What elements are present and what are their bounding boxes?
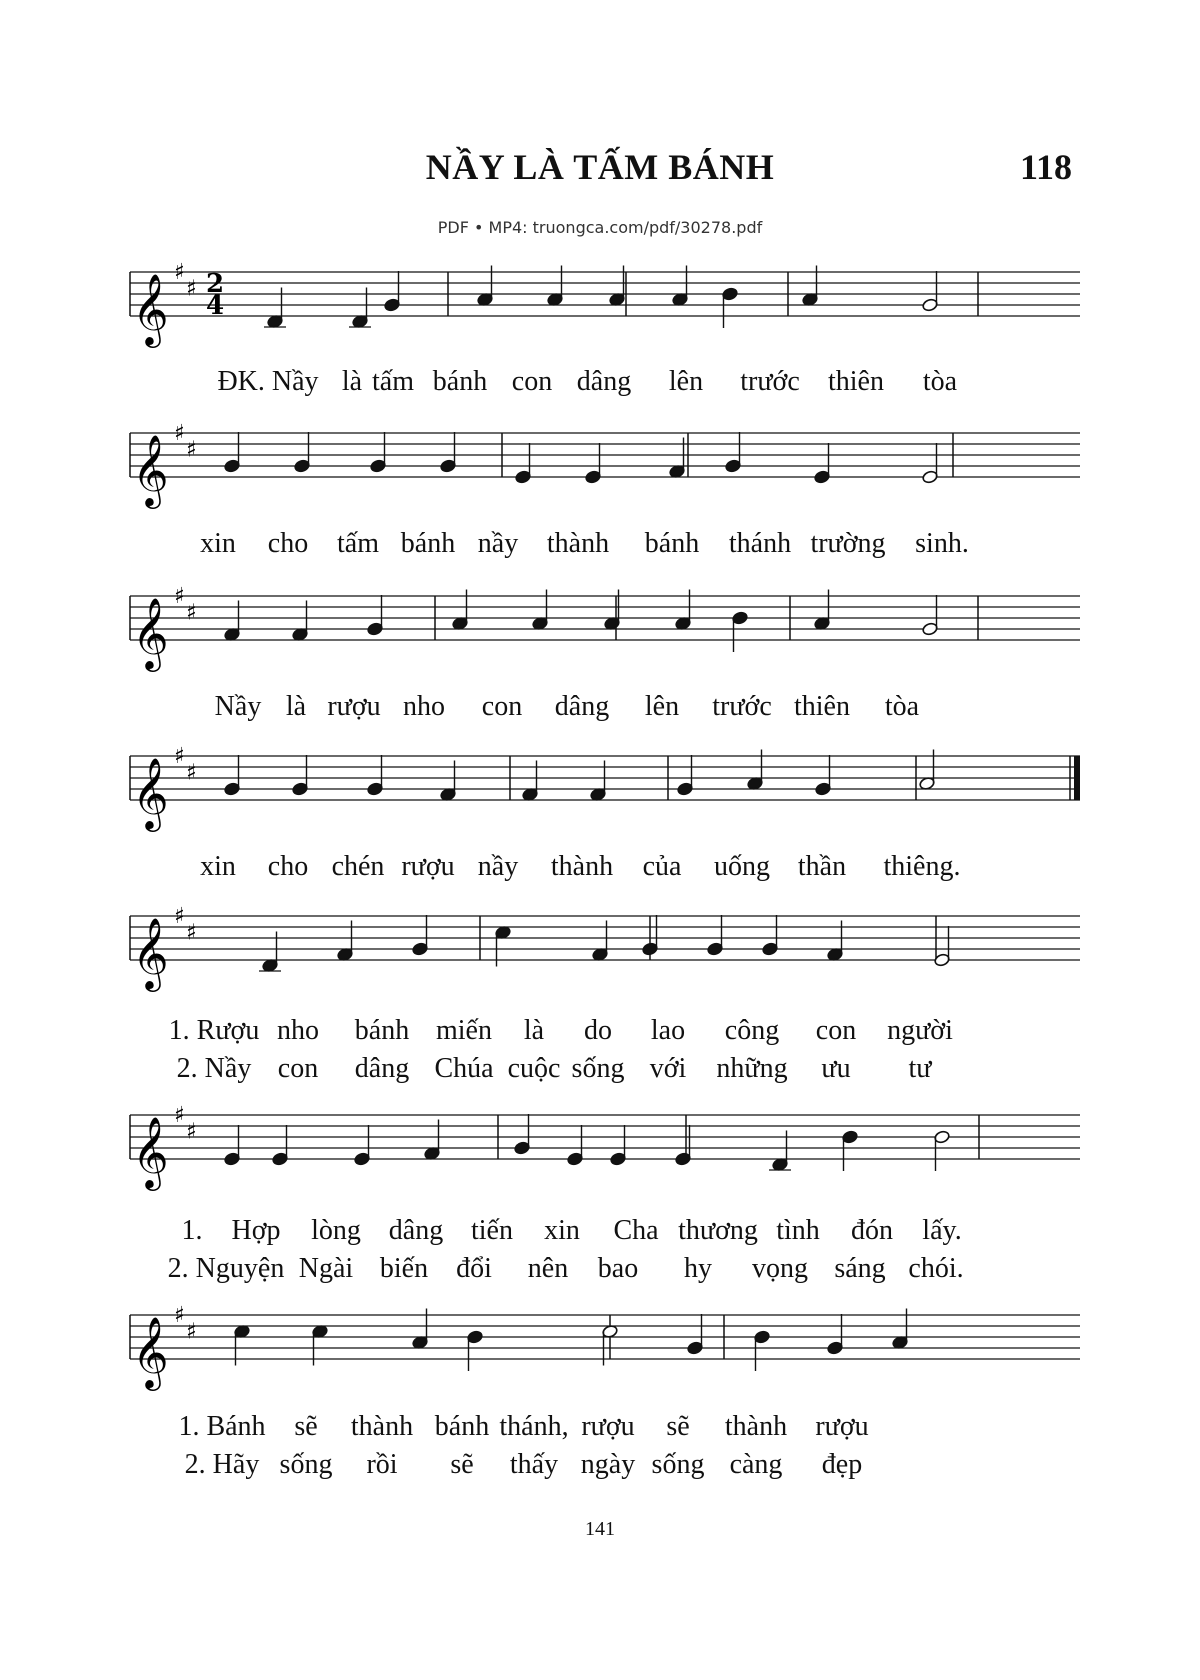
lyric-syllable: hy <box>684 1253 712 1284</box>
sharp-icon: ♯ <box>186 760 197 786</box>
lyric-syllable: với <box>649 1053 687 1084</box>
sharp-icon: ♯ <box>174 1303 185 1328</box>
lyric-syllable: thành <box>550 851 614 882</box>
lyric-line <box>130 363 1080 401</box>
lyric-syllable: dâng <box>576 366 632 397</box>
lyric-syllable: rồi <box>366 1449 398 1480</box>
lyric-syllable: tấm <box>372 366 414 397</box>
staff <box>130 1305 1080 1395</box>
lyric-line <box>130 1212 1080 1250</box>
lyric-syllable: là <box>341 366 363 397</box>
treble-clef-icon: 𝄞 <box>132 1115 169 1188</box>
lyric-syllable: rượu <box>327 691 381 722</box>
treble-clef-icon: 𝄞 <box>132 272 169 345</box>
lyric-line <box>130 525 1080 563</box>
lyric-syllable: 2. Nguyện <box>167 1253 285 1284</box>
lyric-syllable: xin <box>200 851 236 882</box>
sharp-icon: ♯ <box>186 1119 197 1145</box>
lyric-syllable: sinh. <box>915 528 969 559</box>
lyric-syllable: lao <box>650 1015 686 1046</box>
lyric-syllable: dâng <box>554 691 610 722</box>
treble-clef-icon: 𝄞 <box>132 916 169 989</box>
lyric-syllable: càng <box>729 1449 783 1480</box>
lyric-syllable: sẽ <box>666 1411 690 1442</box>
lyric-syllable: nầy <box>477 528 519 559</box>
lyric-syllable: miến <box>436 1015 492 1046</box>
sharp-icon: ♯ <box>174 744 185 769</box>
lyric-syllable: thánh <box>728 528 792 559</box>
lyric-syllable: sống <box>571 1053 625 1084</box>
lyric-syllable: thành <box>546 528 610 559</box>
lyric-syllable: thiên <box>794 691 850 722</box>
lyric-syllable: uống <box>714 851 770 882</box>
lyric-syllable: do <box>584 1015 612 1046</box>
lyric-syllable: sống <box>279 1449 333 1480</box>
lyric-syllable: sẽ <box>450 1449 474 1480</box>
lyric-syllable: sẽ <box>294 1411 318 1442</box>
lyric-syllable: tình <box>776 1215 820 1246</box>
lyric-syllable: của <box>642 851 682 882</box>
lyric-syllable: ưu <box>821 1053 851 1084</box>
lyric-line <box>130 1446 1080 1484</box>
sharp-icon: ♯ <box>174 421 185 446</box>
lyric-syllable: con <box>815 1015 857 1046</box>
lyric-syllable: tư <box>908 1053 932 1084</box>
lyric-syllable: sáng <box>834 1253 886 1284</box>
lyric-syllable: Nầy <box>214 691 262 722</box>
staff <box>130 262 1080 352</box>
lyric-syllable: tòa <box>884 691 920 722</box>
lyric-syllable: nho <box>403 691 445 722</box>
lyric-syllable: Hợp <box>231 1215 281 1246</box>
lyric-syllable: người <box>887 1015 953 1046</box>
lyric-syllable: thương <box>678 1215 758 1246</box>
lyric-syllable: 1. Bánh <box>178 1411 266 1442</box>
lyric-syllable: bao <box>597 1253 639 1284</box>
lyric-syllable: trường <box>810 528 886 559</box>
lyric-syllable: rượu <box>815 1411 869 1442</box>
treble-clef-icon: 𝄞 <box>132 1315 169 1388</box>
lyric-syllable: 1. <box>181 1215 203 1246</box>
music-system <box>130 906 1080 1096</box>
staff <box>130 746 1080 836</box>
staff <box>130 586 1080 676</box>
lyric-syllable: con <box>277 1053 319 1084</box>
lyric-syllable: 2. Nầy <box>176 1053 252 1084</box>
lyric-syllable: nầy <box>477 851 519 882</box>
lyric-syllable: bánh <box>354 1015 410 1046</box>
lyric-syllable: bánh <box>644 528 700 559</box>
lyric-syllable: thấy <box>509 1449 559 1480</box>
sharp-icon: ♯ <box>186 437 197 463</box>
lyric-syllable: tấm <box>337 528 379 559</box>
sharp-icon: ♯ <box>174 904 185 929</box>
sharp-icon: ♯ <box>186 276 197 302</box>
lyric-syllable: bánh <box>432 366 488 397</box>
song-number: 118 <box>1020 147 1073 187</box>
sharp-icon: ♯ <box>174 260 185 285</box>
lyric-syllable: nên <box>527 1253 569 1284</box>
lyric-syllable: trước <box>740 366 800 397</box>
lyric-syllable: thành <box>724 1411 788 1442</box>
lyric-syllable: thiêng. <box>883 851 961 882</box>
lyric-syllable: thiên <box>828 366 884 397</box>
lyric-syllable: xin <box>544 1215 580 1246</box>
lyric-syllable: đón <box>851 1215 893 1246</box>
music-system <box>130 423 1080 613</box>
lyric-syllable: lòng <box>311 1215 361 1246</box>
music-system <box>130 1105 1080 1295</box>
lyric-syllable: lấy. <box>922 1215 962 1246</box>
lyric-syllable: dâng <box>354 1053 410 1084</box>
lyric-syllable: vọng <box>752 1253 808 1284</box>
sharp-icon: ♯ <box>174 1103 185 1128</box>
lyric-line <box>130 1408 1080 1446</box>
lyric-line <box>130 688 1080 726</box>
treble-clef-icon: 𝄞 <box>132 433 169 506</box>
lyric-line <box>130 1012 1080 1050</box>
lyric-syllable: là <box>285 691 307 722</box>
lyric-syllable: lên <box>644 691 680 722</box>
lyric-syllable: lên <box>668 366 704 397</box>
treble-clef-icon: 𝄞 <box>132 756 169 829</box>
lyric-syllable: tòa <box>922 366 958 397</box>
sharp-icon: ♯ <box>186 1319 197 1345</box>
lyric-syllable: Cha <box>613 1215 659 1246</box>
lyric-syllable: xin <box>200 528 236 559</box>
lyric-syllable: cho <box>267 851 309 882</box>
lyric-syllable: bánh <box>400 528 456 559</box>
lyric-syllable: những <box>716 1053 788 1084</box>
staff <box>130 423 1080 513</box>
time-signature-top: 2 <box>206 269 225 299</box>
song-title: NẦY LÀ TẤM BÁNH <box>425 147 775 187</box>
lyric-syllable: thánh, <box>499 1411 569 1442</box>
lyric-syllable: tiến <box>471 1215 513 1246</box>
source-link[interactable]: PDF • MP4: truongca.com/pdf/30278.pdf <box>437 218 763 237</box>
page-number: 141 <box>585 1518 615 1540</box>
sharp-icon: ♯ <box>174 584 185 609</box>
staff <box>130 906 1080 996</box>
lyric-line <box>130 1250 1080 1288</box>
lyric-line <box>130 848 1080 886</box>
lyric-syllable: con <box>511 366 553 397</box>
lyric-syllable: là <box>523 1015 545 1046</box>
lyric-syllable: sống <box>651 1449 705 1480</box>
final-barline-thick <box>1074 756 1080 800</box>
lyric-syllable: thần <box>797 851 847 882</box>
lyric-syllable: rượu <box>581 1411 635 1442</box>
lyric-syllable: thành <box>350 1411 414 1442</box>
lyric-syllable: trước <box>712 691 772 722</box>
lyric-syllable: chén <box>331 851 385 882</box>
lyric-syllable: bánh <box>434 1411 490 1442</box>
lyric-syllable: đẹp <box>821 1449 863 1480</box>
lyric-syllable: 2. Hãy <box>184 1449 260 1480</box>
lyric-syllable: nho <box>277 1015 319 1046</box>
time-signature-bottom: 4 <box>206 291 225 321</box>
treble-clef-icon: 𝄞 <box>132 596 169 669</box>
lyric-syllable: con <box>481 691 523 722</box>
lyric-syllable: Ngài <box>298 1253 354 1284</box>
lyric-syllable: cho <box>267 528 309 559</box>
lyric-syllable: dâng <box>388 1215 444 1246</box>
lyric-syllable: chói. <box>908 1253 964 1284</box>
staff <box>130 1105 1080 1195</box>
lyric-syllable: Chúa <box>434 1053 494 1084</box>
lyric-syllable: 1. Rượu <box>168 1015 260 1046</box>
sharp-icon: ♯ <box>186 920 197 946</box>
lyric-syllable: ngày <box>580 1449 636 1480</box>
sharp-icon: ♯ <box>186 600 197 626</box>
lyric-syllable: ĐK. Nầy <box>217 366 319 397</box>
music-system <box>130 1305 1080 1495</box>
lyric-syllable: rượu <box>401 851 455 882</box>
lyric-syllable: đổi <box>456 1253 492 1284</box>
lyric-syllable: công <box>724 1015 780 1046</box>
lyric-syllable: biến <box>379 1253 429 1284</box>
lyric-line <box>130 1050 1080 1088</box>
lyric-syllable: cuộc <box>507 1053 561 1084</box>
